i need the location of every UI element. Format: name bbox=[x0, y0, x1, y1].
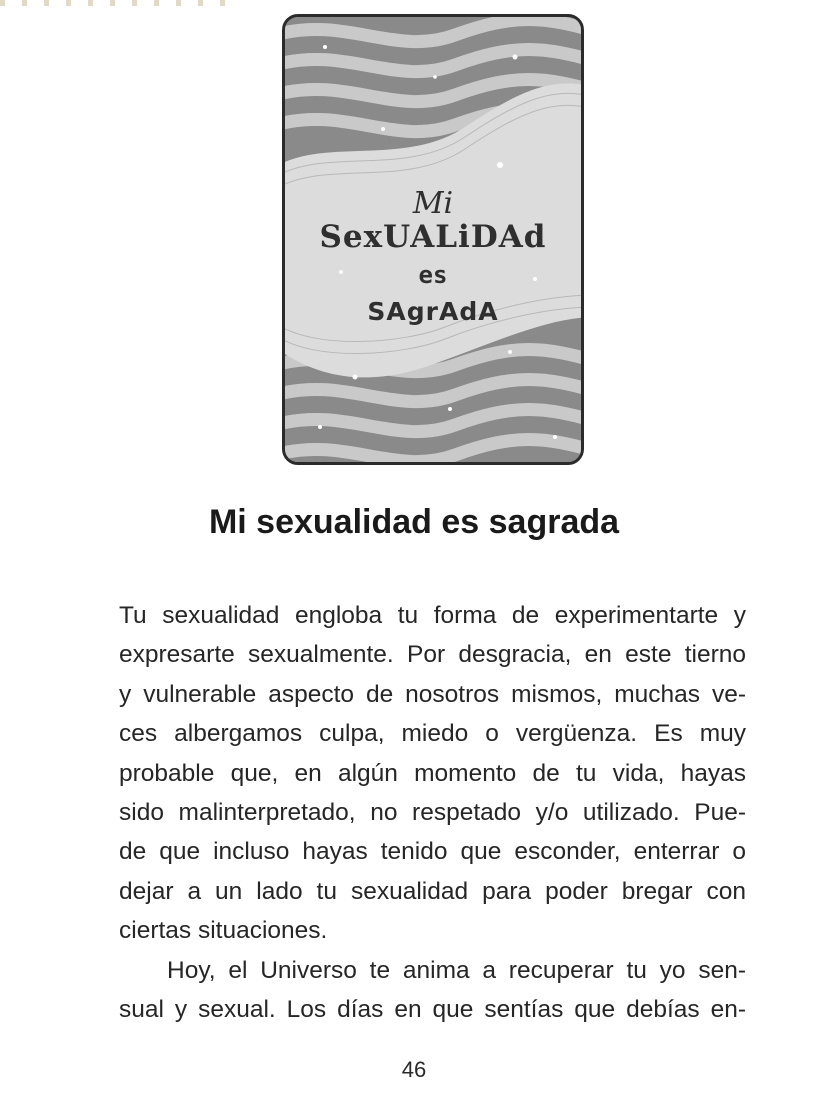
page-number: 46 bbox=[401, 1057, 427, 1082]
body-line: Hoy, el Universo te anima a recuperar tu yo sen- bbox=[167, 956, 746, 984]
body-line: probable que, en algún momento de tu vida, hayas bbox=[119, 759, 746, 787]
body-line: sual y sexual. Los días en que sentías que debías en- bbox=[119, 995, 746, 1023]
body-line: dejar a un lado tu sexualidad para poder bregar con bbox=[119, 877, 746, 905]
body-line: y vulnerable aspecto de nosotros mismos, muchas ve- bbox=[119, 680, 746, 708]
card-text-es: es bbox=[418, 261, 448, 289]
card-text-sagrada: SAgrAdA bbox=[367, 297, 499, 326]
oracle-card bbox=[282, 14, 584, 465]
body-text bbox=[119, 596, 746, 1029]
card-text-mi: Mi bbox=[412, 186, 454, 221]
body-line: sido malinterpretado, no respetado y/o utilizado. Pue- bbox=[119, 798, 746, 826]
body-line: Tu sexualidad engloba tu forma de experimentarte y bbox=[119, 602, 746, 629]
body-line: ces albergamos culpa, miedo o vergüenza. Es muy bbox=[119, 720, 746, 748]
top-decoration bbox=[0, 0, 230, 6]
body-line: expresarte sexualmente. Por desgracia, en este tierno bbox=[119, 641, 746, 669]
body-line: ciertas situaciones. bbox=[119, 917, 328, 945]
card-text-sexualidad: SexUALiDAd bbox=[319, 219, 547, 255]
page-title: Mi sexualidad es sagrada bbox=[208, 503, 620, 541]
body-line: de que incluso hayas tenido que esconder, enterrar o bbox=[119, 838, 746, 866]
